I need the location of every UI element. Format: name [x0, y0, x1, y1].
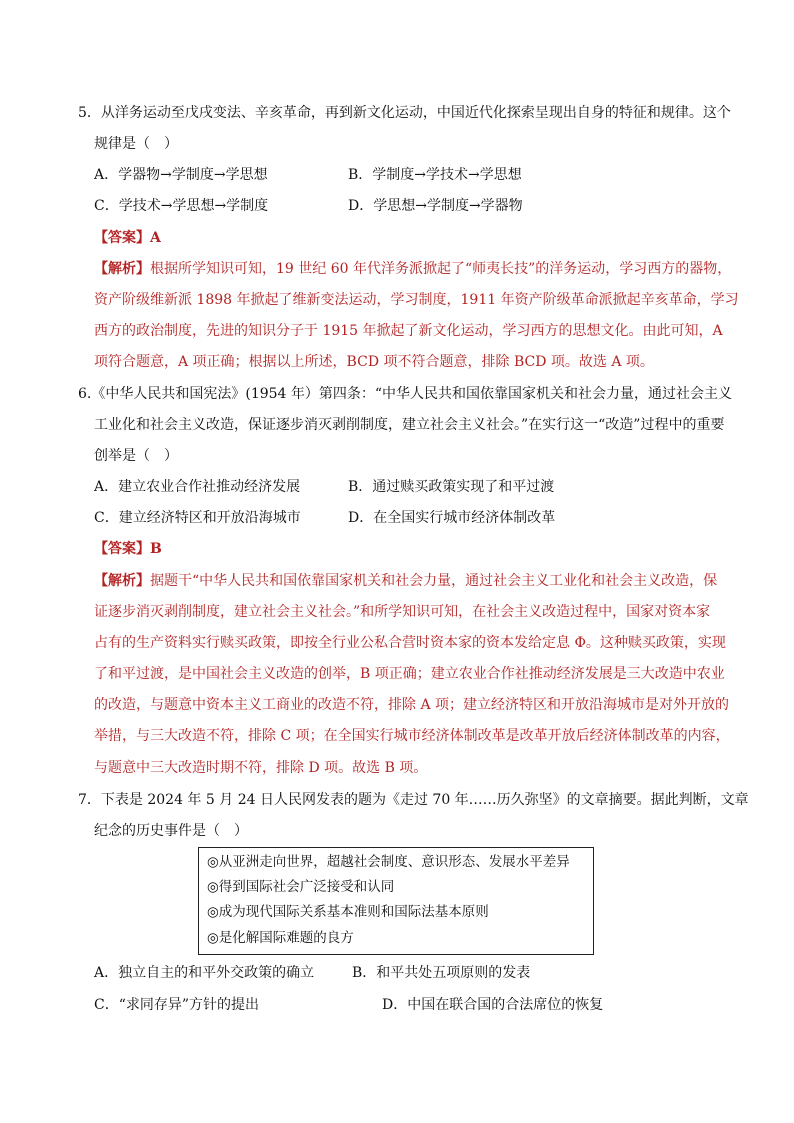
q6-stem-line2: 工业化和社会主义改造，保证逐步消灭剥削制度，建立社会主义社会。”在实行这一“改造”过程中的重要: [94, 417, 725, 433]
q7-box-line4: ◎是化解国际难题的良方: [207, 930, 354, 946]
q6-option-a: A．建立农业合作社推动经济发展: [94, 479, 301, 495]
q6-answer-tag: 【答案】: [94, 541, 150, 557]
q7-option-a: A．独立自主的和平外交政策的确立: [94, 965, 315, 981]
q7-box-line3: ◎成为现代国际关系基本准则和国际法基本原则: [207, 904, 489, 920]
q5-stem-line2: 规律是（ ）: [94, 136, 178, 152]
q5-analysis-line1: [94, 259, 731, 279]
q6-stem-line1: 6.《中华人民共和国宪法》(1954 年）第四条：“中华人民共和国依靠国家机关和社会力量，通过社会主义: [78, 386, 733, 402]
q5-analysis-line2: 资产阶级维新派 1898 年掀起了维新变法运动，学习制度，1911 年资产阶级革命派掀起辛亥革命，学习: [94, 292, 739, 308]
q6-analysis-line5: 的改造，与题意中资本主义工商业的改造不符，排除 A 项；建立经济特区和开放沿海城市是对外开放的: [94, 697, 730, 713]
q5-analysis-line3: 西方的政治制度，先进的知识分子于 1915 年掀起了新文化运动，学习西方的思想文化。由此可知，A: [94, 323, 723, 339]
q6-analysis-line3: 占有的生产资料实行赎买政策，即按全行业公私合营时资本家的资本发给定息 Φ。这种赎买政策，实现: [94, 635, 726, 651]
q6-answer-row: [94, 539, 162, 559]
q5-stem-line1: 5．从洋务运动至戊戌变法、辛亥革命，再到新文化运动，中国近代化探索呈现出自身的特征和规律。这个: [78, 105, 731, 121]
q6-analysis-line1: [94, 571, 717, 591]
q7-stem-line2: 纪念的历史事件是（ ）: [94, 823, 248, 839]
q6-answer-value: B: [150, 541, 162, 557]
q5-answer-value: A: [150, 230, 161, 246]
q5-option-c: C．学技术→学思想→学制度: [94, 198, 269, 214]
q5-analysis-tag: 【解析】: [94, 261, 150, 277]
q5-answer-row: [94, 228, 161, 248]
q6-option-b: B．通过赎买政策实现了和平过渡: [348, 479, 555, 495]
q5-option-b: B．学制度→学技术→学思想: [348, 167, 522, 183]
q5-answer-tag: 【答案】: [94, 230, 150, 246]
q7-option-c: C．“求同存异”方针的提出: [94, 997, 260, 1013]
q6-option-d: D．在全国实行城市经济体制改革: [348, 510, 556, 526]
q6-stem-line3: 创举是（ ）: [94, 448, 178, 464]
q5-option-a: A．学器物→学制度→学思想: [94, 167, 268, 183]
q7-box-line2: ◎得到国际社会广泛接受和认同: [207, 879, 395, 895]
q7-option-d: D．中国在联合国的合法席位的恢复: [382, 997, 604, 1013]
q5-analysis-text-1: 根据所学知识可知，19 世纪 60 年代洋务派掀起了“师夷长技”的洋务运动，学习西方的器物，: [150, 261, 732, 277]
q6-analysis-line4: 了和平过渡，是中国社会主义改造的创举，B 项正确；建立农业合作社推动经济发展是三大改造中农业: [94, 666, 725, 682]
q6-analysis-line6: 举措，与三大改造不符，排除 C 项；在全国实行城市经济体制改革是改革开放后经济体制改革的内容，: [94, 728, 730, 744]
q7-option-b: B．和平共处五项原则的发表: [352, 965, 531, 981]
q7-stem-line1: 7．下表是 2024 年 5 月 24 日人民网发表的题为《走过 70 年……历久弥坚》的文章摘要。据此判断，文章: [78, 792, 749, 808]
q6-option-c: C．建立经济特区和开放沿海城市: [94, 510, 301, 526]
q6-analysis-line7: 与题意中三大改造时期不符，排除 D 项。故选 B 项。: [94, 760, 428, 776]
q6-analysis-text-1: 据题干“中华人民共和国依靠国家机关和社会力量，通过社会主义工业化和社会主义改造，保: [150, 573, 718, 589]
q7-box-line1: ◎从亚洲走向世界，超越社会制度、意识形态、发展水平差异: [207, 854, 570, 870]
q6-analysis-tag: 【解析】: [94, 573, 150, 589]
q6-analysis-line2: 证逐步消灭剥削制度，建立社会主义社会。”和所学知识可知，在社会主义改造过程中，国家对资本家: [94, 604, 711, 620]
q5-option-d: D．学思想→学制度→学器物: [348, 198, 523, 214]
q5-analysis-line4: 项符合题意，A 项正确；根据以上所述，BCD 项不符合题意，排除 BCD 项。故选 A 项。: [94, 354, 654, 370]
q7-excerpt-box: [198, 847, 594, 955]
